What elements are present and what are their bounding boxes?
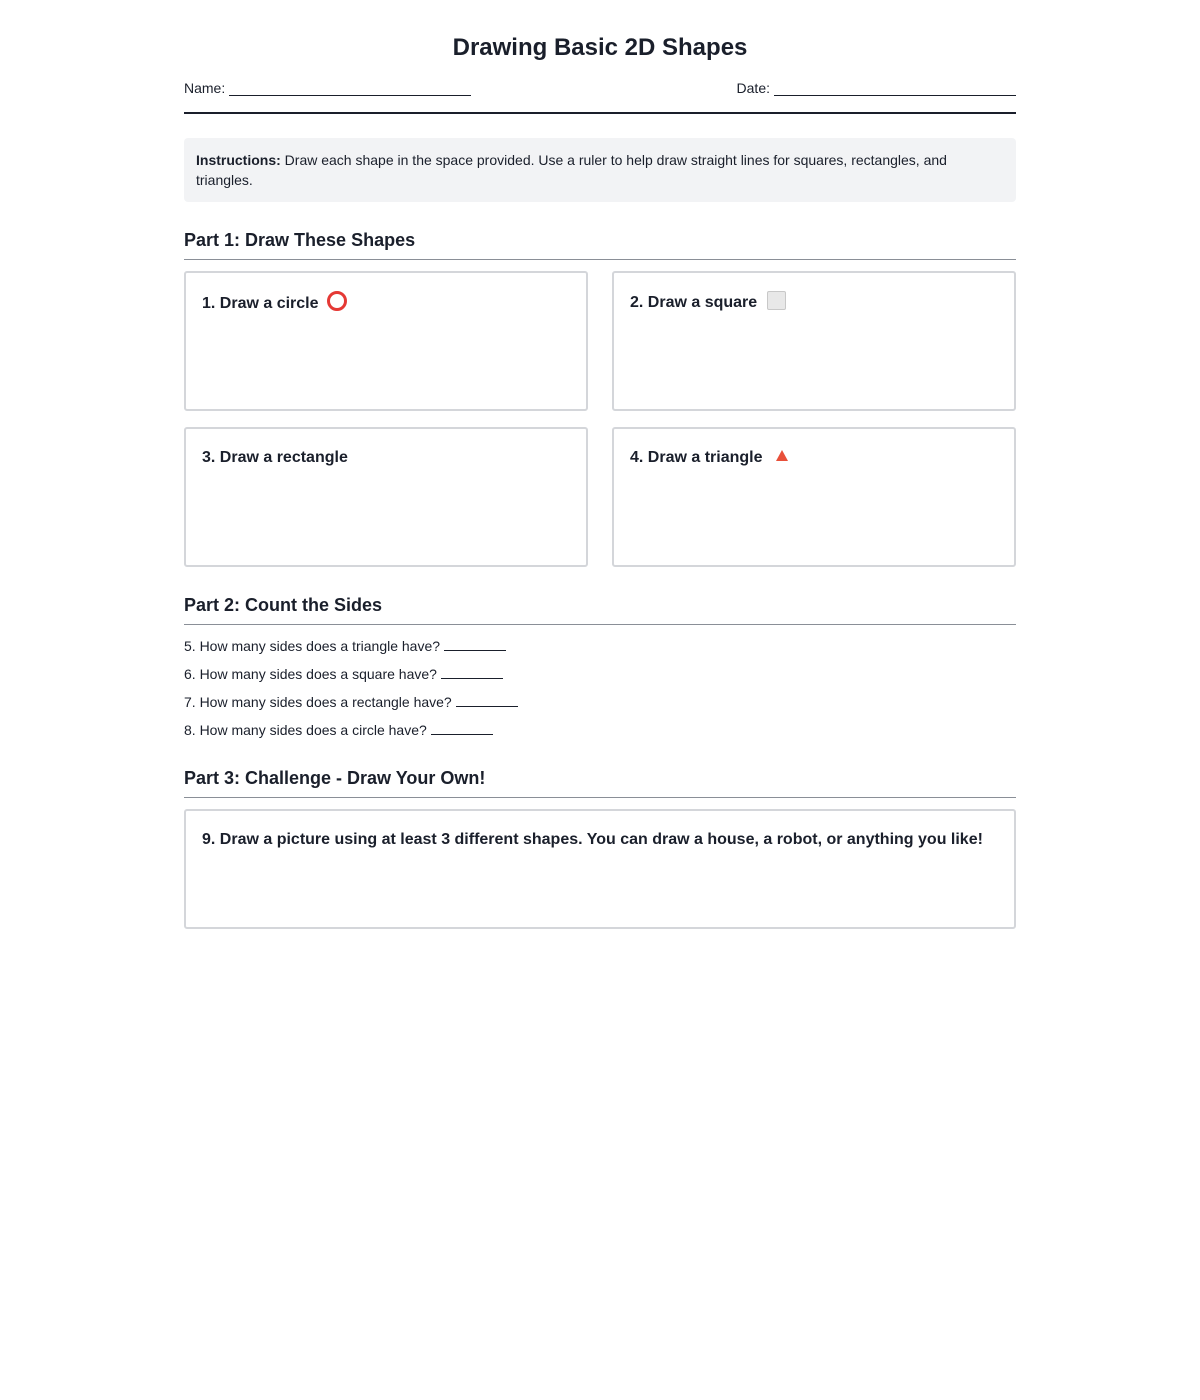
side-count-questions bbox=[184, 636, 1016, 748]
part2-title: Part 2: Count the Sides bbox=[184, 593, 1016, 625]
instructions-label: Instructions: bbox=[196, 152, 281, 168]
header-divider bbox=[184, 112, 1016, 114]
answer-blank[interactable] bbox=[444, 636, 506, 651]
draw-box-circle[interactable] bbox=[184, 271, 588, 411]
question-text: 5. How many sides does a triangle have? bbox=[184, 638, 441, 654]
answer-blank[interactable] bbox=[441, 664, 503, 679]
draw-box-label: 9. Draw a picture using at least 3 different shapes. You can draw a house, a robot, or anything you like! bbox=[202, 831, 983, 848]
draw-box-label: 4. Draw a triangle bbox=[630, 449, 763, 466]
draw-box-label: 2. Draw a square bbox=[630, 294, 758, 311]
draw-box-rectangle[interactable] bbox=[184, 427, 588, 567]
draw-box-square[interactable] bbox=[612, 271, 1016, 411]
name-field bbox=[184, 76, 471, 96]
draw-box-label: 1. Draw a circle bbox=[202, 295, 319, 312]
answer-blank[interactable] bbox=[456, 692, 518, 707]
date-blank-line[interactable] bbox=[774, 79, 1016, 96]
name-label: Name: bbox=[184, 80, 226, 96]
draw-box-challenge[interactable] bbox=[184, 809, 1016, 929]
draw-box-triangle[interactable] bbox=[612, 427, 1016, 567]
draw-box-label: 3. Draw a rectangle bbox=[202, 449, 348, 466]
question-text: 6. How many sides does a square have? bbox=[184, 666, 437, 682]
page-title: Drawing Basic 2D Shapes bbox=[452, 34, 748, 61]
date-field bbox=[737, 76, 1016, 96]
part3-title: Part 3: Challenge - Draw Your Own! bbox=[184, 766, 1016, 798]
circle-emoji-icon bbox=[327, 291, 347, 311]
date-label: Date: bbox=[736, 80, 770, 96]
name-blank-line[interactable] bbox=[229, 79, 471, 96]
question-item bbox=[184, 664, 1016, 692]
question-text: 8. How many sides does a circle have? bbox=[184, 722, 427, 738]
square-emoji-icon bbox=[767, 291, 786, 310]
triangle-emoji-icon bbox=[776, 450, 788, 461]
answer-blank[interactable] bbox=[431, 720, 493, 735]
question-item bbox=[184, 720, 1016, 748]
question-text: 7. How many sides does a rectangle have? bbox=[184, 694, 452, 710]
question-item bbox=[184, 692, 1016, 720]
student-info-row bbox=[184, 76, 1016, 96]
instructions-text: Draw each shape in the space provided. Use a ruler to help draw straight lines for squares, rectangles, and triangles. bbox=[196, 152, 947, 188]
part1-title: Part 1: Draw These Shapes bbox=[184, 228, 1016, 260]
instructions-box bbox=[184, 138, 1016, 202]
question-item bbox=[184, 636, 1016, 664]
